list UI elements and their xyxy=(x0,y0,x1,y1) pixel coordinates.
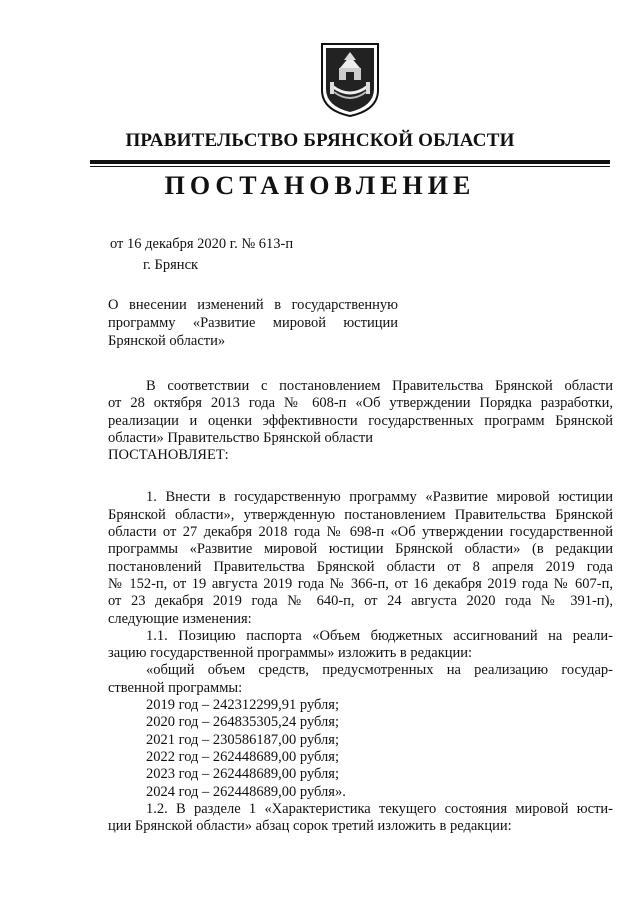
document-body xyxy=(108,378,613,835)
document-date-number: от 16 декабря 2020 г. № 613-п xyxy=(110,236,294,252)
preamble-line: от 28 октября 2013 года № 608-п «Об утверждении Порядка разработки, xyxy=(108,395,613,412)
item1-line: постановлений Правительства Брянской области от 8 апреля 2019 года xyxy=(108,558,613,575)
document-type: ПОСТАНОВЛЕНИЕ xyxy=(164,171,476,200)
item1-line: от 23 декабря 2019 года № 640-п, от 24 августа 2020 года № 391-п), xyxy=(108,593,613,610)
budget-line: 2023 год – 262448689,00 рубля; xyxy=(146,766,339,783)
budget-line: 2019 год – 242312299,91 рубля; xyxy=(146,697,339,714)
preamble-line: В соответствии с постановлением Правительства Брянской области xyxy=(146,378,613,394)
header-rule-thick xyxy=(90,160,610,164)
item1-line: области от 27 декабря 2018 года № 698-п «Об утверждении государственной xyxy=(108,524,613,541)
budget-line: 2021 год – 230586187,00 рубля; xyxy=(146,731,339,748)
item1-2-line: 1.2. В разделе 1 «Характеристика текущего состояния мировой юсти- xyxy=(146,800,613,817)
header-rule-thin xyxy=(90,166,610,167)
subject-line: программу «Развитие мировой юстиции xyxy=(108,315,398,331)
preamble-line: реализации и оценки эффективности государственных программ Брянской xyxy=(108,412,613,429)
subject-line: Брянской области» xyxy=(108,333,226,349)
quote-line: «общий объем средств, предусмотренных на реализацию государ- xyxy=(146,662,613,679)
document-city: г. Брянск xyxy=(143,257,199,273)
item1-line: Брянской области», утвержденную постановлением Правительства Брянской xyxy=(108,506,613,523)
item1-1-line: зацию государственной программы» изложить в редакции: xyxy=(108,645,473,662)
item1-2-line: ции Брянской области» абзац сорок третий изложить в редакции: xyxy=(108,818,512,835)
resolves-line: ПОСТАНОВЛЯЕТ: xyxy=(108,447,229,464)
document-subject xyxy=(108,296,398,350)
coat-of-arms-emblem xyxy=(320,42,380,118)
item1-1-line: 1.1. Позицию паспорта «Объем бюджетных ассигнований на реали- xyxy=(146,627,613,644)
quote-line: ственной программы: xyxy=(108,679,243,696)
item1-line: 1. Внести в государственную программу «Развитие мировой юстиции xyxy=(146,489,613,506)
budget-line: 2022 год – 262448689,00 рубля; xyxy=(146,748,339,765)
government-title: ПРАВИТЕЛЬСТВО БРЯНСКОЙ ОБЛАСТИ xyxy=(125,130,515,151)
budget-line: 2024 год – 262448689,00 рубля». xyxy=(146,783,346,800)
preamble-line: области» Правительство Брянской области xyxy=(108,429,373,446)
item1-line: следующие изменения: xyxy=(108,610,252,627)
subject-line: О внесении изменений в государственную xyxy=(108,297,398,313)
item1-line: № 152-п, от 19 августа 2019 года № 366-п, от 16 декабря 2019 года № 607-п, xyxy=(108,575,613,592)
item1-line: программы «Развитие мировой юстиции Брянской области» (в редакции xyxy=(108,541,613,558)
budget-line: 2020 год – 264835305,24 рубля; xyxy=(146,714,339,731)
